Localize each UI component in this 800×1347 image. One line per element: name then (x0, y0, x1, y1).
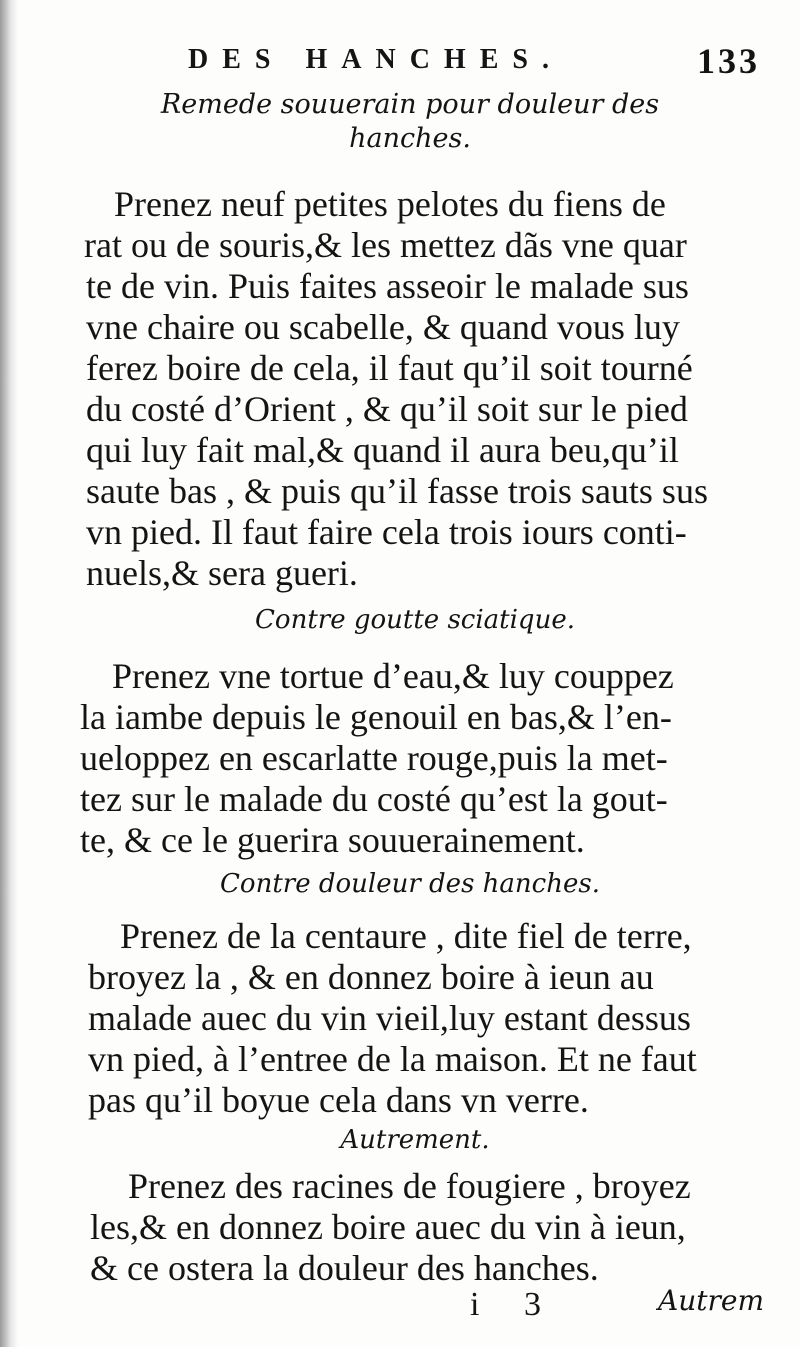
catchword: Autrem (657, 1284, 764, 1317)
section-body-douleur (88, 916, 778, 1121)
page-header (150, 41, 760, 84)
text-line: vn pied, à l’entree de la maison. Et ne faut (88, 1039, 697, 1079)
page-number: 133 (697, 41, 760, 81)
text-line: qui luy fait mal,& quand il aura beu,qu’il (86, 430, 679, 470)
section-title-autrement: Autrement. (340, 1125, 490, 1155)
text-line: Prenez neuf petites pelotes du fiens de (114, 184, 666, 224)
section-body-remede (86, 184, 766, 594)
text-line: les,& en donnez boire auec du vin à ieun, (90, 1207, 686, 1247)
text-line: malade auec du vin vieil,luy estant dessus (88, 998, 691, 1038)
section-title-douleur: Contre douleur des hanches. (220, 869, 600, 899)
paragraph (90, 1166, 780, 1289)
text-line: & ce ostera la douleur des hanches. (90, 1248, 599, 1288)
running-title: DES HANCHES. (188, 44, 563, 75)
page-gutter-shadow (0, 0, 18, 1347)
page-footer (0, 1280, 800, 1330)
text-line: Prenez vne tortue d’eau,& luy couppez (112, 656, 674, 696)
section-title-remede: Remede souuerain pour douleur des hanches. (160, 89, 660, 154)
paragraph (80, 656, 770, 861)
text-line: te de vin. Puis faites asseoir le malade sus (86, 266, 689, 306)
text-line: vn pied. Il faut faire cela trois iours conti- (86, 512, 687, 552)
text-line: rat ou de souris,& les mettez dãs vne quar (84, 225, 687, 265)
text-line: Prenez de la centaure , dite fiel de terre, (120, 916, 692, 956)
section-body-autrement (90, 1166, 780, 1289)
text-line: Prenez des racines de fougiere , broyez (128, 1166, 691, 1206)
paragraph (88, 916, 778, 1121)
text-line: tez sur le malade du costé qu’est la gout- (80, 779, 668, 819)
text-line: du costé d’Orient , & qu’il soit sur le pied (86, 389, 688, 429)
signature-mark: i 3 (470, 1286, 559, 1323)
text-line: pas qu’il boyue cela dans vn verre. (88, 1080, 589, 1120)
text-line: te, & ce le guerira souuerainement. (80, 820, 585, 860)
text-line: ferez boire de cela, il faut qu’il soit tourné (86, 348, 693, 388)
text-line: ueloppez en escarlatte rouge,puis la met- (80, 738, 668, 778)
text-line: saute bas , & puis qu’il fasse trois sauts sus (86, 471, 708, 511)
section-body-sciatique (80, 656, 770, 861)
text-line: broyez la , & en donnez boire à ieun au (88, 957, 654, 997)
paragraph (86, 184, 766, 594)
text-line: vne chaire ou scabelle, & quand vous luy (86, 307, 680, 347)
section-title-sciatique: Contre goutte sciatique. (255, 605, 575, 635)
text-line: la iambe depuis le genouil en bas,& l’en- (80, 697, 672, 737)
text-line: nuels,& sera gueri. (86, 553, 358, 593)
